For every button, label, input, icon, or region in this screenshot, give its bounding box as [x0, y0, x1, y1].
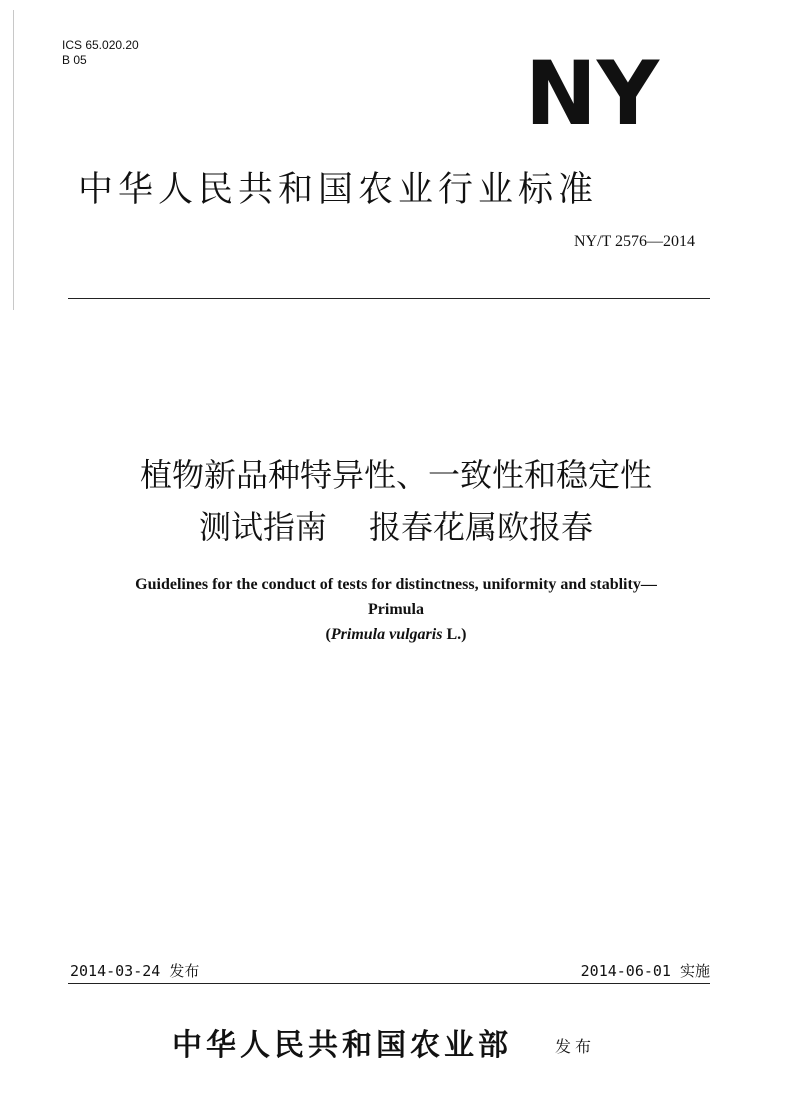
bottom-divider [68, 983, 710, 984]
issuing-authority: 中华人民共和国农业部 [172, 1028, 512, 1063]
issuing-label: 发布 [555, 1037, 596, 1056]
english-title-line3 [0, 626, 792, 644]
scan-edge-line [13, 10, 14, 310]
ny-logo-text: NY [525, 46, 661, 136]
ny-logo [522, 46, 662, 136]
chinese-title-part1: 测试指南 [198, 508, 327, 546]
implement-date-block [581, 960, 710, 981]
publish-date: 2014-03-24 [70, 962, 161, 980]
chinese-title-part2: 报春花属欧报春 [369, 508, 594, 546]
english-title-line2: Primula [368, 601, 424, 618]
chinese-title-line1: 植物新品种特异性、一致性和稳定性 [139, 456, 652, 494]
species-name: Primula vulgaris [330, 626, 443, 643]
ics-code: ICS 65.020.20 [62, 38, 139, 52]
implement-label: 实施 [679, 962, 710, 980]
paren-close: ) [461, 626, 467, 643]
chinese-title-line2 [0, 502, 792, 548]
ccs-code: B 05 [62, 53, 87, 67]
standard-category-title: 中华人民共和国农业行业标准 [78, 170, 599, 210]
species-author: L. [442, 626, 462, 643]
top-divider [68, 298, 710, 299]
implement-date: 2014-06-01 [580, 962, 671, 980]
publish-label: 发布 [169, 962, 200, 980]
standard-code: NY/T 2576—2014 [573, 233, 695, 250]
publish-date-block [70, 960, 199, 981]
english-title-line1: Guidelines for the conduct of tests for distinctness, uniformity and stablity— [135, 576, 657, 593]
paren-open: ( [325, 626, 331, 643]
classification-codes [62, 38, 139, 68]
